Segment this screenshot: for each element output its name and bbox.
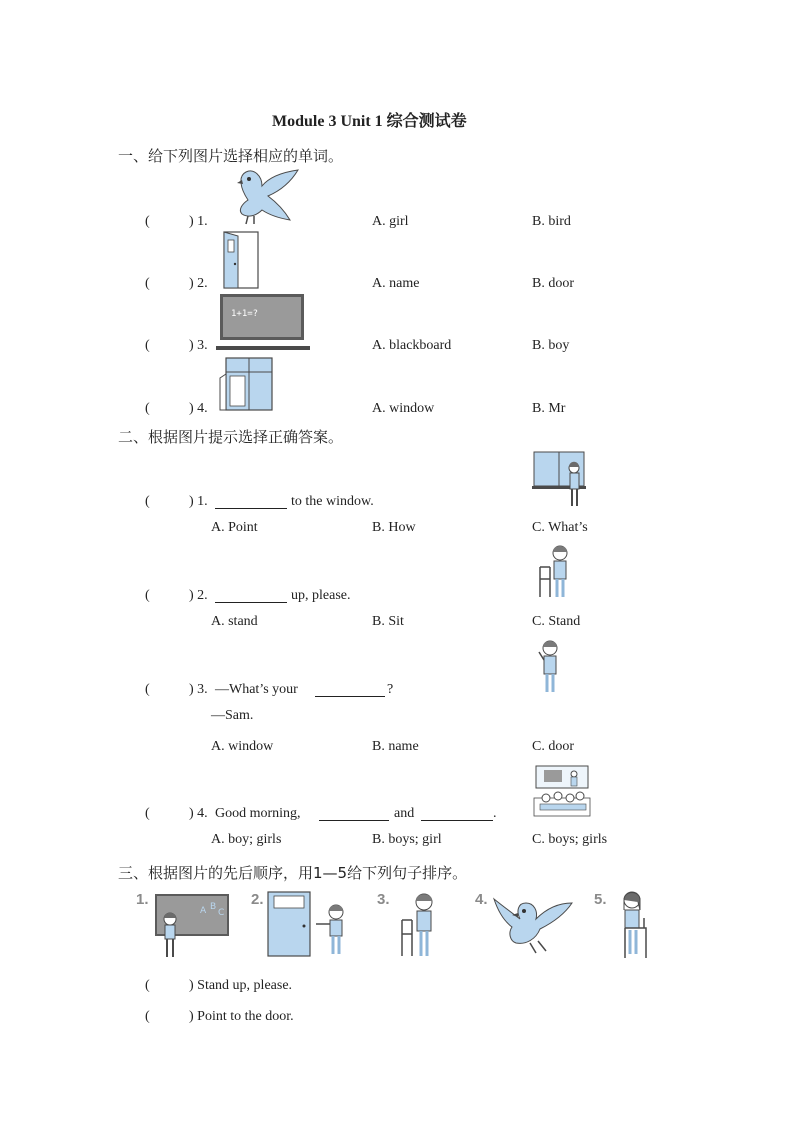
classroom-icon bbox=[532, 764, 592, 820]
answer-blank[interactable] bbox=[319, 808, 389, 821]
picture-number: 3. bbox=[377, 891, 390, 908]
answer-paren-open: ( bbox=[145, 588, 150, 603]
option-a[interactable]: A. name bbox=[372, 276, 420, 291]
window-icon bbox=[218, 356, 276, 412]
answer-paren-open: ( bbox=[145, 806, 150, 821]
answer-blank[interactable] bbox=[215, 590, 287, 603]
answer-paren-open: ( bbox=[145, 276, 150, 291]
sentence-text: and bbox=[394, 806, 415, 821]
sentence-text: ) Point to the door. bbox=[189, 1009, 294, 1024]
option-b[interactable]: B. bird bbox=[532, 214, 571, 229]
sentence-end: ? bbox=[387, 682, 394, 697]
option-a[interactable]: A. blackboard bbox=[372, 338, 452, 353]
answer-blank[interactable] bbox=[215, 496, 287, 509]
option-b[interactable]: B. Mr bbox=[532, 401, 566, 416]
boy-standing-up-icon bbox=[398, 890, 440, 960]
section-2-heading: 二、根据图片提示选择正确答案。 bbox=[118, 428, 344, 446]
boy-standing-by-chair-icon bbox=[536, 543, 576, 601]
sentence-end: . bbox=[493, 806, 497, 821]
item-number: ) 4. bbox=[189, 806, 208, 821]
option-c[interactable]: C. What’s bbox=[532, 520, 588, 535]
option-c[interactable]: C. boys; girls bbox=[532, 832, 608, 847]
option-b[interactable]: B. How bbox=[372, 520, 416, 535]
item-number: ) 1. bbox=[189, 494, 208, 509]
answer-blank[interactable] bbox=[421, 808, 493, 821]
picture-number: 5. bbox=[594, 891, 607, 908]
bird-flying-icon bbox=[490, 893, 574, 957]
option-b[interactable]: B. door bbox=[532, 276, 574, 291]
dialogue-answer: —Sam. bbox=[211, 708, 254, 723]
sentence-text: to the window. bbox=[291, 494, 374, 509]
answer-paren-open: ( bbox=[145, 214, 150, 229]
option-a[interactable]: A. boy; girls bbox=[211, 832, 282, 847]
board-letter-c: C bbox=[218, 908, 225, 918]
picture-number: 1. bbox=[136, 891, 149, 908]
option-a[interactable]: A. window bbox=[372, 401, 435, 416]
board-letter-a: A bbox=[200, 906, 207, 916]
answer-blank[interactable] bbox=[315, 684, 385, 697]
door-icon bbox=[220, 230, 262, 290]
girl-sitting-icon bbox=[616, 888, 656, 962]
board-letter-b: B bbox=[210, 902, 217, 912]
option-c[interactable]: C. Stand bbox=[532, 614, 581, 629]
sentence-text: up, please. bbox=[291, 588, 351, 603]
answer-paren-open: ( bbox=[145, 401, 150, 416]
sentence-text: ) Stand up, please. bbox=[189, 978, 293, 993]
option-b[interactable]: B. Sit bbox=[372, 614, 404, 629]
answer-paren-open: ( bbox=[145, 978, 150, 993]
option-b[interactable]: B. boys; girl bbox=[372, 832, 442, 847]
sentence-text: Good morning, bbox=[215, 806, 301, 821]
option-a[interactable]: A. window bbox=[211, 739, 274, 754]
boy-pointing-door-icon bbox=[266, 890, 356, 960]
answer-paren-open: ( bbox=[145, 1009, 150, 1024]
blackboard-text: 1+1=? bbox=[231, 309, 259, 319]
option-a[interactable]: A. girl bbox=[372, 214, 409, 229]
item-number: ) 4. bbox=[189, 401, 208, 416]
sentence-text: —What’s your bbox=[215, 682, 298, 697]
chalk-ledge bbox=[216, 346, 310, 350]
bird-icon bbox=[218, 166, 302, 230]
girl-pointing-window-icon bbox=[532, 450, 586, 510]
option-c[interactable]: C. door bbox=[532, 739, 574, 754]
boy-introducing-icon bbox=[536, 638, 564, 694]
item-number: ) 3. bbox=[189, 682, 208, 697]
option-a[interactable]: A. stand bbox=[211, 614, 258, 629]
answer-paren-open: ( bbox=[145, 494, 150, 509]
answer-paren-open: ( bbox=[145, 682, 150, 697]
picture-number: 2. bbox=[251, 891, 264, 908]
page-title: Module 3 Unit 1 综合测试卷 bbox=[272, 113, 467, 130]
item-number: ) 2. bbox=[189, 276, 208, 291]
item-number: ) 1. bbox=[189, 214, 208, 229]
item-number: ) 2. bbox=[189, 588, 208, 603]
option-b[interactable]: B. boy bbox=[532, 338, 570, 353]
section-1-heading: 一、给下列图片选择相应的单词。 bbox=[118, 147, 344, 165]
option-b[interactable]: B. name bbox=[372, 739, 419, 754]
girl-at-blackboard-icon bbox=[152, 893, 232, 963]
section-3-heading: 三、根据图片的先后顺序，用1—5给下列句子排序。 bbox=[118, 864, 468, 882]
blackboard-icon bbox=[220, 294, 304, 340]
option-a[interactable]: A. Point bbox=[211, 520, 258, 535]
item-number: ) 3. bbox=[189, 338, 208, 353]
answer-paren-open: ( bbox=[145, 338, 150, 353]
picture-number: 4. bbox=[475, 891, 488, 908]
